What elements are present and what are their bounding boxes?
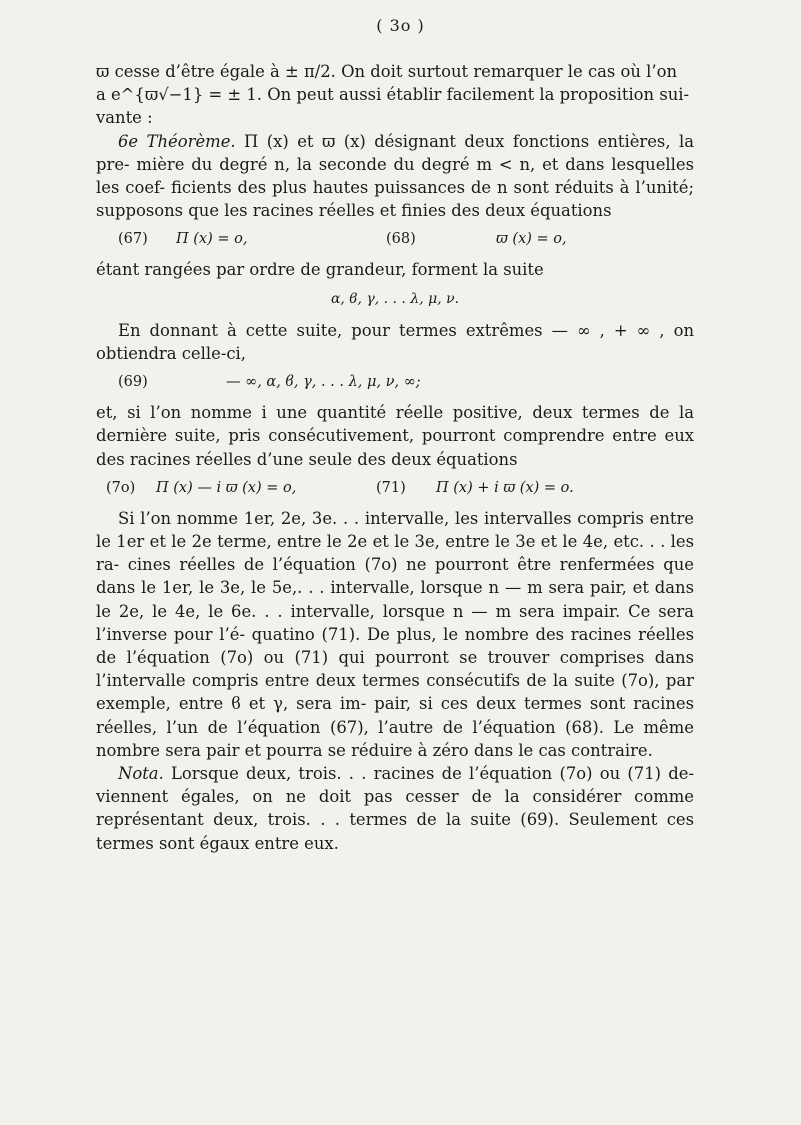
eq69-label: (69)	[118, 374, 148, 391]
eq67-label: (67)	[118, 231, 148, 248]
equations-70-71	[96, 475, 694, 503]
intro-line-3: vante :	[96, 108, 153, 128]
para-i: et, si l’on nomme i une quantité réelle positive, deux termes de la dernière suite, pris consécutivement, pourront comprendre entre eux des racines réelles d’une seule des deux équations	[96, 403, 694, 469]
eq70-label: (7o)	[106, 479, 136, 496]
nota-label: Nota.	[118, 764, 164, 784]
theorem-heading: 6e Théorème.	[118, 131, 236, 151]
eq71-label: (71)	[376, 479, 406, 496]
eq67: Π (x) = o,	[176, 231, 248, 248]
para-extremes: En donnant à cette suite, pour termes extrêmes — ∞ , + ∞ , on obtiendra celle-ci,	[96, 320, 694, 364]
eq70: Π (x) — i ϖ (x) = o,	[156, 479, 297, 496]
page-number: ( 3o )	[376, 16, 425, 35]
intro-line-2: a e^{ϖ√−1} = ± 1. On peut aussi établir facilement la proposition sui-	[96, 85, 690, 105]
theorem-body: Π (x) et ϖ (x) désignant deux fonctions entières, la pre- mière du degré n, la seconde du degré m < n, et dans lesquelles les coef- ficients des plus hautes puissances de n sont réduits à l’unité; supposons que les racines réelles et finies des deux équations	[96, 131, 694, 221]
nota-paragraph	[96, 762, 694, 855]
eq68-label: (68)	[386, 231, 416, 248]
suite-1: α, ϐ, γ, . . . λ, μ, ν.	[330, 290, 460, 307]
eq68: ϖ (x) = o,	[496, 231, 567, 248]
eq69: — ∞, α, ϐ, γ, . . . λ, μ, ν, ∞;	[226, 374, 421, 391]
intro-line-1: ϖ cesse d’être égale à ± π/2. On doit surtout remarquer le cas où l’on	[96, 62, 678, 81]
theorem-paragraph	[96, 130, 694, 223]
para-intervals: Si l’on nomme 1er, 2e, 3e. . . intervalle, les intervalles compris entre le 1er et le 2e terme, entre le 2e et le 3e, entre le 3e et le 4e, etc. . . les ra- cines réelles de l’équation (7o) ne pourront être renfermées que dans le 1er, le 3e, le 5e,. . . intervalle, lorsque n — m sera pair, et dans le 2e, le 4e, le 6e. . . intervalle, lorsque n — m sera impair. Ce sera l’inverse pour l’é- quatino (71). De plus, le nombre des racines réelles de l’équation (7o) ou (71) qui pourront se trouver comprises dans l’intervalle compris entre deux termes consécutifs de la suite (7o), par exemple, entre ϐ et γ, sera im- pair, si ces deux termes sont racines réelles, l’un de l’équation (67), l’autre de l’équation (68). Le même nombre sera pair et pourra se réduire à zéro dans le cas contraire.	[96, 508, 694, 760]
nota-body: Lorsque deux, trois. . . racines de l’équation (7o) ou (71) de- viennent égales, on ne doit pas cesser de la considérer comme représentant deux, trois. . . termes de la suite (69). Seulement ces termes sont égaux entre eux.	[96, 764, 694, 853]
page-body	[96, 60, 694, 855]
equations-67-68	[96, 226, 694, 254]
eq71: Π (x) + i ϖ (x) = o.	[436, 479, 574, 496]
equation-69	[96, 369, 694, 397]
after-67-68: étant rangées par ordre de grandeur, forment la suite	[96, 260, 544, 280]
